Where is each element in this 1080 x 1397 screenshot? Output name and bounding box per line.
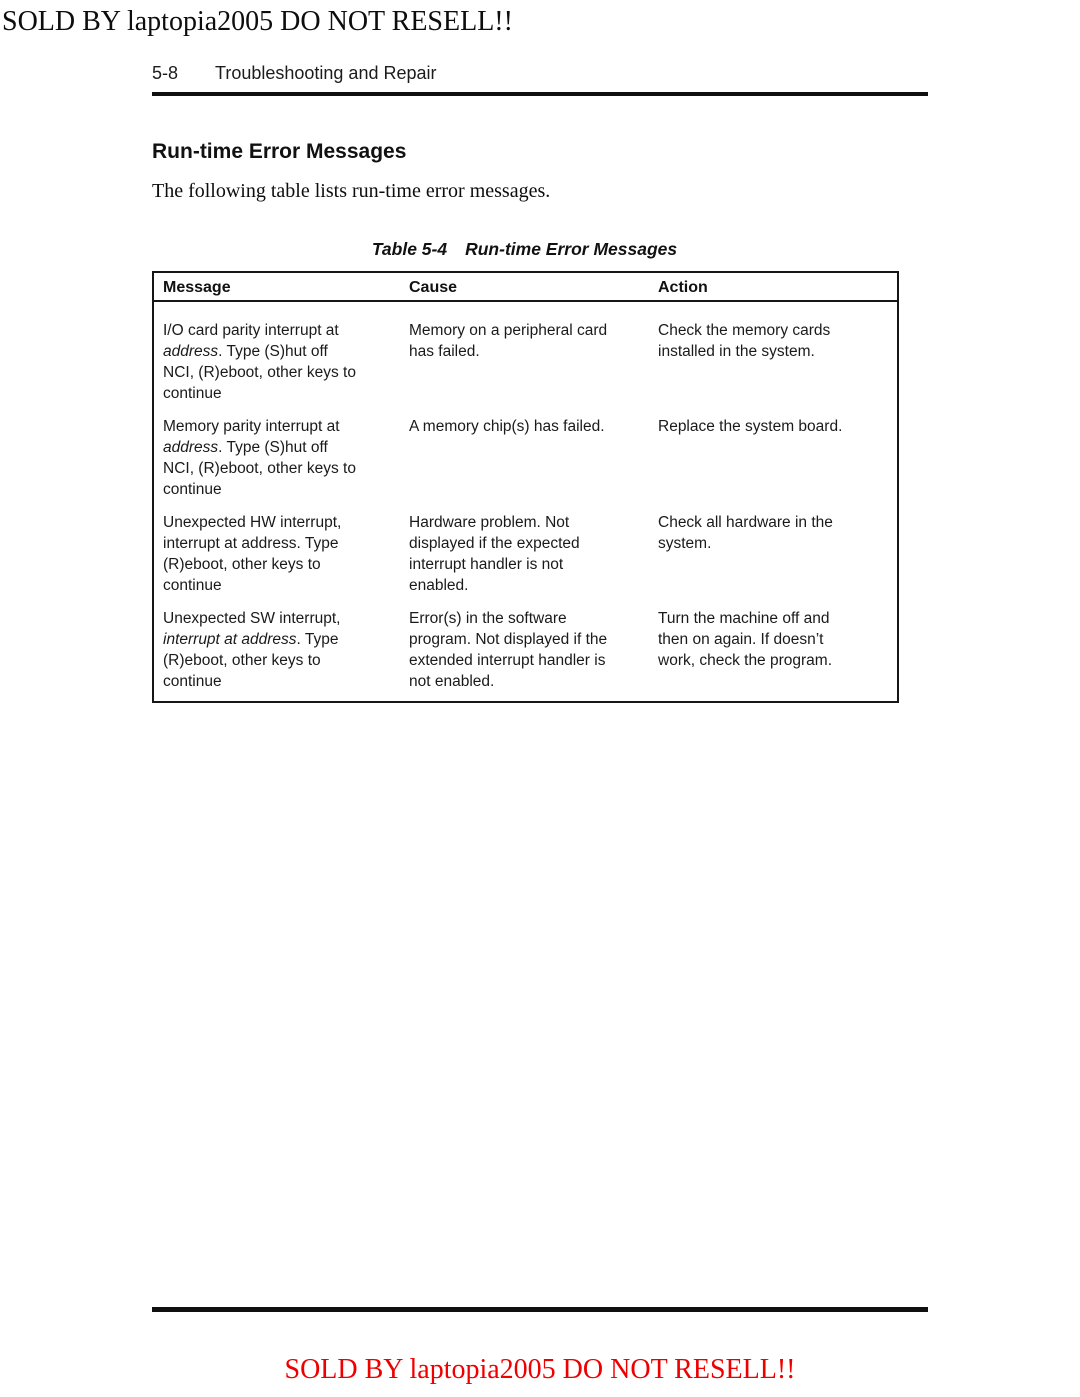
table-row bbox=[153, 301, 898, 404]
intro-paragraph: The following table lists run-time error messages. bbox=[152, 180, 551, 202]
table-row bbox=[153, 500, 898, 596]
banner-top: SOLD BY laptopia2005 DO NOT RESELL!! bbox=[2, 6, 513, 37]
table-cell-message: Unexpected SW interrupt, interrupt at address. Type (R)eboot, other keys to continue bbox=[163, 610, 341, 690]
page-number: 5-8 bbox=[152, 63, 179, 83]
table-cell-message: Unexpected HW interrupt, interrupt at address. Type (R)eboot, other keys to continue bbox=[163, 514, 342, 594]
table-cell-message: I/O card parity interrupt at address. Type (S)hut off NCI, (R)eboot, other keys to continue bbox=[163, 322, 356, 402]
column-header-cause: Cause bbox=[400, 272, 649, 301]
table-cell-message: Memory parity interrupt at address. Type (S)hut off NCI, (R)eboot, other keys to continue bbox=[163, 418, 356, 498]
table-header-row bbox=[153, 272, 898, 301]
error-messages-table bbox=[152, 271, 899, 703]
table-cell-action: Check all hardware in the system. bbox=[658, 514, 833, 552]
table-row bbox=[153, 404, 898, 500]
table-cell-action: Replace the system board. bbox=[658, 418, 843, 435]
running-header-title: Troubleshooting and Repair bbox=[215, 63, 437, 83]
section-heading: Run-time Error Messages bbox=[152, 140, 407, 163]
table-row bbox=[153, 596, 898, 702]
running-header bbox=[152, 63, 437, 84]
table-caption-label: Table 5-4 bbox=[371, 239, 448, 259]
column-header-action: Action bbox=[649, 272, 898, 301]
table-cell-cause: A memory chip(s) has failed. bbox=[409, 418, 605, 435]
table-cell-action: Check the memory cards installed in the system. bbox=[658, 322, 831, 360]
banner-bottom: SOLD BY laptopia2005 DO NOT RESELL!! bbox=[284, 1354, 796, 1385]
table-cell-cause: Memory on a peripheral card has failed. bbox=[409, 322, 608, 360]
table-body bbox=[153, 301, 898, 702]
header-rule bbox=[152, 92, 928, 96]
table-cell-cause: Hardware problem. Not displayed if the expected interrupt handler is not enabled. bbox=[409, 514, 580, 594]
table-caption-title: Run-time Error Messages bbox=[465, 239, 678, 259]
column-header-message: Message bbox=[153, 272, 400, 301]
table-cell-cause: Error(s) in the software program. Not displayed if the extended interrupt handler is not enabled. bbox=[409, 610, 608, 690]
table-cell-action: Turn the machine off and then on again. If doesn’t work, check the program. bbox=[658, 610, 833, 669]
table-caption bbox=[152, 239, 897, 260]
footer-rule bbox=[152, 1307, 928, 1312]
